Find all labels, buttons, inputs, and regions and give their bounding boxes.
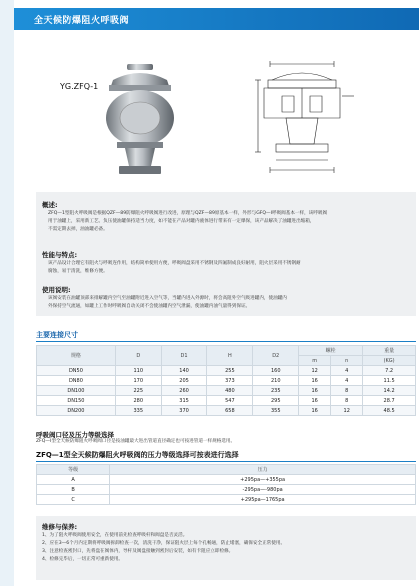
table-cell: 140: [161, 366, 207, 376]
table-cell: DN50: [37, 366, 116, 376]
table-cell: 225: [115, 386, 161, 396]
pressure-table-title: ZFQ—1型全天候防爆阻火呼吸阀的压力等级选择可按表进行选择: [36, 451, 239, 459]
maintenance-line: 4、检修完毕后，一切正常可重新使用。: [42, 557, 124, 562]
table-cell: 335: [115, 406, 161, 416]
valve-photo: [99, 62, 181, 182]
features-text: [48, 260, 410, 276]
table-cell: 4: [331, 376, 363, 386]
table-cell: 370: [161, 406, 207, 416]
table-row: [37, 396, 416, 406]
table-cell: 8: [331, 396, 363, 406]
table-cell: 16: [299, 376, 331, 386]
maintenance-text: [42, 532, 412, 564]
table-cell: +295pa—+355pa: [110, 475, 416, 485]
table-cell: +295pa—1765pa: [110, 495, 416, 505]
table-cell: DN200: [37, 406, 116, 416]
col-header: 重量: [363, 346, 416, 356]
table-cell: 16: [299, 396, 331, 406]
usage-heading: 使用说明:: [42, 286, 71, 294]
col-header: H: [207, 346, 253, 366]
table-cell: 14.2: [363, 386, 416, 396]
overview-text: [48, 210, 410, 234]
col-header: 规格: [37, 346, 116, 366]
table-cell: 48.5: [363, 406, 416, 416]
usage-text: [48, 295, 410, 311]
table-cell: 235: [253, 386, 299, 396]
table-cell: 4: [331, 366, 363, 376]
maintenance-heading: 维修与保养:: [42, 523, 78, 531]
table-cell: 210: [253, 376, 299, 386]
spec-table: [36, 345, 416, 416]
maintenance-line: 3、注意检查密封口，先将盘在阀体内，导杆及阀盘接触到密封后安装，如有卡阻应立即检修。: [42, 549, 234, 554]
col-header: D1: [161, 346, 207, 366]
col-header: D: [115, 346, 161, 366]
table-cell: 170: [115, 376, 161, 386]
table-cell: 355: [253, 406, 299, 416]
table-cell: A: [37, 475, 110, 485]
table-row: [37, 475, 416, 485]
col-header: D2: [253, 346, 299, 366]
table-row: [37, 485, 416, 495]
table-cell: 658: [207, 406, 253, 416]
table-cell: 110: [115, 366, 161, 376]
col-header: 螺栓: [299, 346, 363, 356]
table-cell: 8: [331, 386, 363, 396]
table-cell: 11.5: [363, 376, 416, 386]
col-subheader: (KG): [363, 356, 416, 366]
spec-table-title: 主要连接尺寸: [36, 331, 78, 339]
usage-line: 外保持空气流通，如罐上工作时呼吸阀自动关闭不会使油罐内空气泄漏，使油罐内油气量得到保证。: [48, 304, 251, 309]
maintenance-line: 1、为了阻火呼吸阀使用安全，在使用前先检查呼吸杆和阀盘是否灵活。: [42, 533, 188, 538]
table-cell: 12: [331, 406, 363, 416]
pressure-table: [36, 464, 416, 505]
pressure-heading: 呼吸阀口径及压力等级选择: [36, 431, 114, 439]
table-cell: 315: [161, 396, 207, 406]
col-header: 等级: [37, 465, 110, 475]
model-label: YG.ZFQ-1: [60, 82, 99, 91]
col-subheader: m: [299, 356, 331, 366]
table-cell: 547: [207, 396, 253, 406]
table-cell: 16: [299, 406, 331, 416]
overview-line: 用于油罐上，采用新工艺、负压使油罐保持适当力度，如不能在产品对罐内液体进行带来有一定爆保，该产品解决了油罐进出缩箱，: [48, 219, 315, 224]
table-cell: 16: [299, 386, 331, 396]
table-cell: 295: [253, 396, 299, 406]
table-cell: 280: [115, 396, 161, 406]
table-cell: DN100: [37, 386, 116, 396]
maintenance-line: 2、应在3—6个月内定期将呼吸阀拆卸检查一次，清洗干净，保证阻火层上每个孔畅通，防止堵塞，确保安全正常使用。: [42, 541, 286, 546]
overview-heading: 概述:: [42, 201, 58, 209]
table-cell: 255: [207, 366, 253, 376]
table-cell: C: [37, 495, 110, 505]
pressure-note: ZFQ—I型全天候防爆阻火呼吸阀口径是按油罐最大进出管道直径确定也可按进管道一样规格选用。: [36, 439, 236, 444]
table-row: [37, 366, 416, 376]
divider: [36, 461, 416, 462]
table-cell: 28.7: [363, 396, 416, 406]
table-cell: B: [37, 485, 110, 495]
table-cell: 205: [161, 376, 207, 386]
table-row: [37, 495, 416, 505]
features-line: 该产品设计合理它有阻火与呼吸连作用，结构简单使用方便，呼吸阀盘采用不锈钢及四氟制成良好耐用，阻火层采用不锈钢耐: [48, 261, 301, 266]
table-cell: -295pa—-980pa: [110, 485, 416, 495]
table-cell: 12: [299, 366, 331, 376]
col-subheader: n: [331, 356, 363, 366]
table-cell: 160: [253, 366, 299, 376]
table-cell: 7.2: [363, 366, 416, 376]
table-cell: DN80: [37, 376, 116, 386]
table-cell: 373: [207, 376, 253, 386]
table-row: [37, 376, 416, 386]
overview-line: ZFQ—1型阻火呼吸阀是根据QZF—89防爆阻火呼吸阀进行改进，原理与QZF—89原基本一样，外形与GFQ—I呼吸阀基本一样，该呼吸阀: [48, 211, 328, 216]
table-cell: DN150: [37, 396, 116, 406]
features-line: 腐蚀，易于清洗，维修方便。: [48, 269, 108, 274]
overview-line: 不需定期去掉，油油罐必备。: [48, 227, 108, 232]
dimension-drawing: [242, 56, 362, 184]
table-row: [37, 406, 416, 416]
divider: [36, 341, 416, 342]
table-row: [37, 386, 416, 396]
table-cell: 260: [161, 386, 207, 396]
table-cell: 480: [207, 386, 253, 396]
usage-line: 该阀安装在油罐顶部来排解罐内空气至油罐附近进入空气等，当罐内进入外源时，将会高阻外空气吸进罐内，使油罐内: [48, 296, 287, 301]
page-title: 全天候防爆阻火呼吸阀: [34, 16, 130, 26]
features-heading: 性能与特点:: [42, 251, 78, 259]
col-header: 压力: [110, 465, 416, 475]
